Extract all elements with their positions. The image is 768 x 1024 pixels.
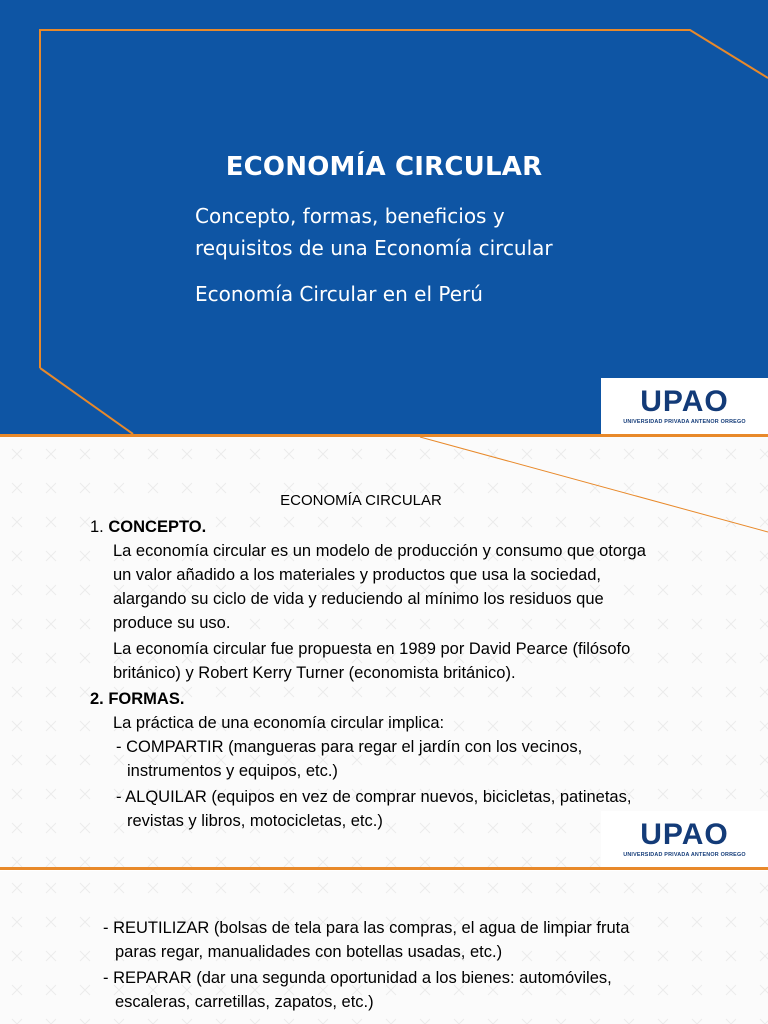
text-line: La economía circular es un modelo de producción y consumo que otorga — [113, 542, 646, 560]
text-line: - REPARAR (dar una segunda oportunidad a los bienes: automóviles, — [103, 969, 612, 987]
logo-mark: UPAO — [640, 818, 729, 851]
list-item — [103, 966, 703, 1014]
subtitle-line: Concepto, formas, beneficios y — [195, 204, 505, 228]
slide-body — [90, 515, 690, 833]
upao-logo — [601, 378, 768, 434]
history-paragraph — [90, 637, 690, 685]
formas-intro: La práctica de una economía circular implica: — [113, 714, 445, 732]
slide-subtitle-secondary: Economía Circular en el Perú — [195, 282, 483, 306]
section-number: 1. — [90, 518, 109, 536]
section-heading-label: CONCEPTO. — [108, 518, 207, 536]
text-line: paras regar, manualidades con botellas usadas, etc.) — [115, 943, 503, 961]
text-line: - ALQUILAR (equipos en vez de comprar nuevos, bicicletas, patinetas, — [116, 788, 632, 806]
slide-subtitle — [195, 200, 615, 264]
section-heading-concepto — [90, 515, 690, 539]
slide-divider — [0, 867, 768, 870]
section-heading-formas — [90, 687, 690, 711]
title-slide — [0, 0, 768, 434]
text-line: revistas y libros, motocicletas, etc.) — [127, 812, 383, 830]
text-line: un valor añadido a los materiales y productos que usa la sociedad, — [113, 566, 601, 584]
text-line: La economía circular fue propuesta en 1989 por David Pearce (filósofo — [113, 640, 631, 658]
text-line: - REUTILIZAR (bolsas de tela para las compras, el agua de limpiar fruta — [103, 919, 630, 937]
text-line: alargando su ciclo de vida y reduciendo al mínimo los residuos que — [113, 590, 604, 608]
section-title: ECONOMÍA CIRCULAR — [280, 492, 442, 509]
text-line: produce su uso. — [113, 614, 231, 632]
text-line: instrumentos y equipos, etc.) — [127, 762, 338, 780]
logo-caption: UNIVERSIDAD PRIVADA ANTENOR ORREGO — [623, 852, 746, 858]
subtitle-line: requisitos de una Economía circular — [195, 236, 553, 260]
logo-caption: UNIVERSIDAD PRIVADA ANTENOR ORREGO — [623, 419, 746, 425]
list-item — [103, 916, 703, 964]
list-item — [90, 785, 690, 833]
text-line: británico) y Robert Kerry Turner (economista británico). — [113, 664, 516, 682]
text-line: escaleras, carretillas, zapatos, etc.) — [115, 993, 374, 1011]
text-line: - COMPARTIR (mangueras para regar el jardín con los vecinos, — [116, 738, 583, 756]
logo-mark: UPAO — [640, 385, 729, 418]
upao-logo — [601, 811, 768, 867]
section-heading-label: 2. FORMAS. — [90, 690, 185, 708]
concept-paragraph — [90, 539, 690, 635]
slide-body — [103, 916, 703, 1016]
content-slide-2 — [0, 871, 768, 1024]
content-slide-1 — [0, 437, 768, 868]
slide-title: ECONOMÍA CIRCULAR — [225, 152, 543, 182]
list-item — [90, 735, 690, 783]
